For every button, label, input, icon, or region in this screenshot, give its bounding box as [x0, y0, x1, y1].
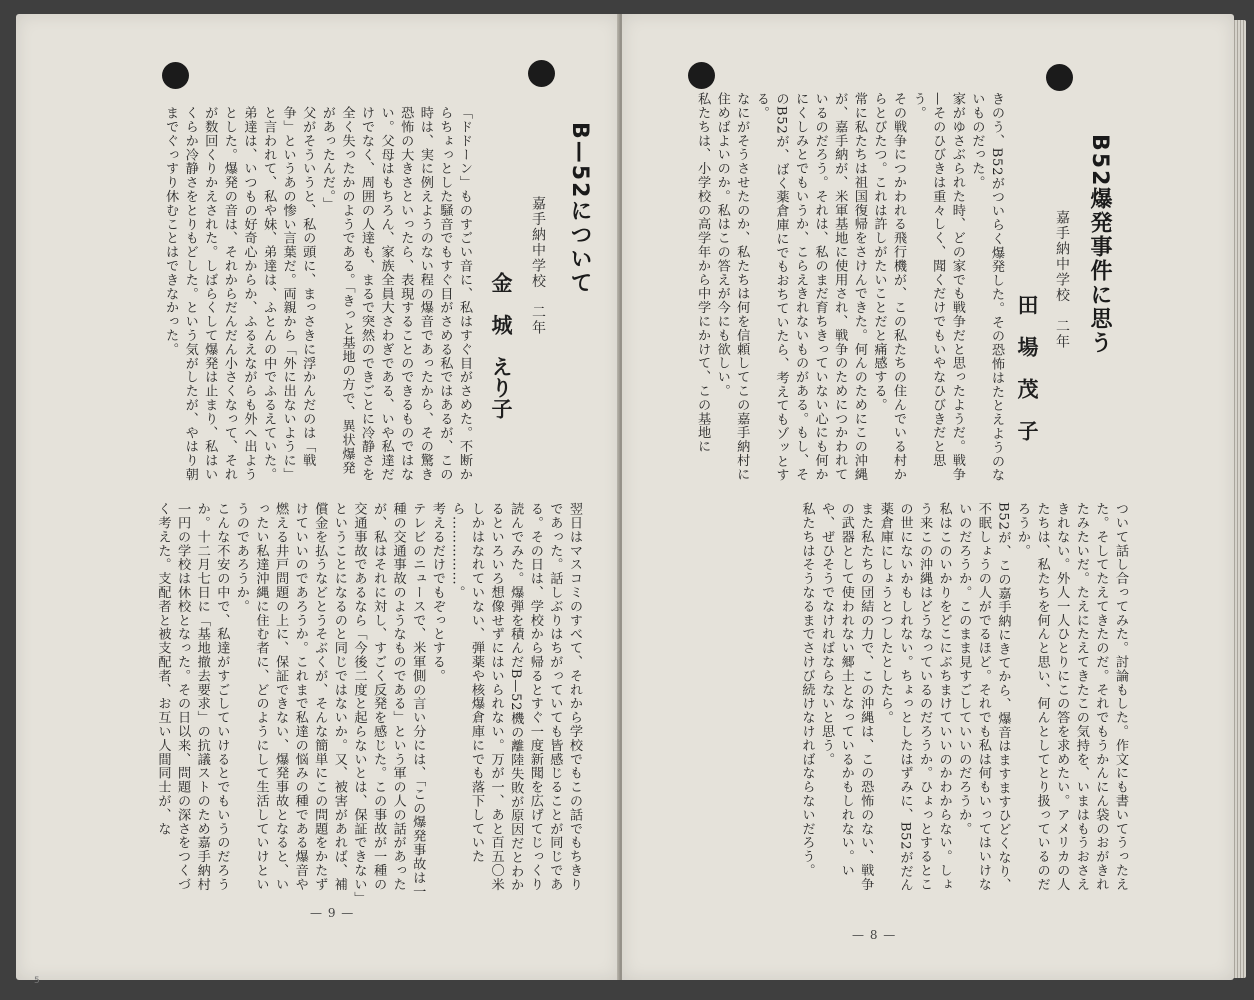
right-body-lower: ついて話し合ってみた。討論もした。作文にも書いてうったえた。そしてたえてきたのだ。それでもうかんにん袋のおがきれたみたいだ。たえにたえてきたこの気持を、いまはもうおさえきれない。外人一人ひとりにこの答を求めたい。アメリカの人たちは、私たちを何んと思い、何んとしてとり扱っているのだろうか。 B52が、この嘉手納にきてから、爆音はますますひどくなり、不眠しょうの人がでるほど。それでも私は何もいってはいけないのだろうか。このまま見すごしていいのだろうか。 私はこのいかりをどこにぶちまけていいのかわからない。しょう来この沖縄はどうなっているのだろうか。ひょっとするとこの世にないかもしれない。ちょっとしたはずみに、B52がだん薬倉庫にしょうとつしたとしたら。 また私たちの団結の力で、この沖縄は、この恐怖のない、戦争の武器として使われない郷土となっているかもしれない。いや、ぜひそうでなければならないと思う。 私たちはそうなるまでさけび続けなければならないだろう。 [799, 502, 1128, 892]
right-body-upper: きのう、B52がついらく爆発した。その恐怖はたとえようのないものだった。 家がゆさぶられた時、どの家でも戦争だと思ったようだ。戦争—そのひびきは重々しく、聞くだけでもいやなひびきだと思う。 その戦争につかわれる飛行機が、この私たちの住んでいる村からとびたつ。これは許しがたいことだと痛感する。 常に私たちは祖国復帰をさけんできた。何んのためにこの沖縄が、嘉手納が、米軍基地に使用され、戦争のためにつかわれているのだろう。それは、私のまだ育ちきっていない心にも何かにくしみとでもいうか、こらえきれないものがある。もし、そのB52が、ばく薬倉庫にでもおちていたら、考えてもゾッとする。 なにがそうさせたのか、私たちは何を信頼してこの嘉手納村に住めばよいのか。私はこの答えが今にも欲しい。 私たちは、小学校の高学年から中学にかけて、この基地に [695, 92, 1004, 482]
binder-hole [1046, 64, 1073, 91]
page-stack-edge [1232, 20, 1246, 978]
binder-hole [528, 60, 555, 87]
left-body-upper: 「ドドーン」ものすごい音に、私はすぐ目がさめた。不断からちょっとした騒音でもすぐ目がさめる私ではあるが、この時は、実に例えようのない程の爆音であったから、その驚き恐怖の大きさといったら、表現することのできるものではない。父母はもちろん、家族全員大さわぎである、いや私達だけでなく、周囲の人達も、まるで突然のできごとに冷静さを全く失ったかのようである。「きっと基地の方で、異状爆発があったんだ。」 父がそういうと、私の頭に、まっさきに浮かんだのは「戦争」というあの惨い言葉だ。両親から「外に出ないように」と言われて、私や妹、弟達は、ふとんの中でふるえていた。弟達は、いつもの好奇心からか、ふるえながらも外へ出ようとした。爆発の音は、それからだんだん小さくなって、それが数回くりかえされた。しばらくして爆発は止まり、私はいくらか冷静さをとりもどした。という気がしたが、やはり朝までぐっすり休むことはできなかった。 [163, 106, 472, 482]
corner-mark: 5 [34, 976, 40, 986]
left-article-title: B—52について [567, 122, 592, 296]
left-author-name: 金 城 えり子 [489, 272, 513, 419]
left-page-number: — 9 — [310, 906, 355, 920]
right-article-title: B52爆発事件に思う [1087, 134, 1112, 356]
binder-hole [162, 62, 189, 89]
left-body-lower: 翌日はマスコミのすべて、それから学校でもこの話でもちきりであった。話しぶりはちがっていても皆感じることが同じである。その日は、学校から帰るとすぐ一度新聞を広げてじっくり読んでみた。爆弾を積んだB—52機の離陸失敗が原因だとわかるといろいろ想像せずにはいられない。万が一、あと百五〇米しかはなれていない、弾薬や核爆倉庫にでも落下していたら……………。 考えるだけでもぞっとする。 テレビのニュースで、米軍側の言い分には、「この爆発事故は一種の交通事故のようなものである」という軍の人の話があったが、私はそれに対し、すごく反発を感じた。この事故が一種の交通事故であるなら「今後二度と起らないとは、保証できない」ということになるのと同じではないか。又、被害があれば、補償金を払うなどとうそぶくが、そんな簡単にこの問題をかたずけていいのであろうか。これまで私達の悩みの種である爆音や燃える井戸問題の上に、保証できない、爆発事故となると、いったい私達沖縄に住む者に、どのようにして生活していけというのであろうか。 こんな不安の中で、私達がすごしていけるとでもいうのだろうか。十二月七日に「基地撤去要求」の抗議ストのため嘉手納村一円の学校は休校となった。その日以来、問題の深さをつくづく考えた。支配者と被支配者、お互い人間同士が、な [155, 502, 582, 899]
left-page [16, 14, 620, 986]
binder-hole [688, 62, 715, 89]
right-page [622, 14, 1234, 980]
right-author-school: 嘉手納中学校 二年 [1054, 210, 1070, 350]
right-page-number: — 8 — [852, 928, 897, 942]
left-author-school: 嘉手納中学校 二年 [530, 196, 546, 336]
right-author-name: 田 場 茂 子 [1015, 294, 1039, 441]
